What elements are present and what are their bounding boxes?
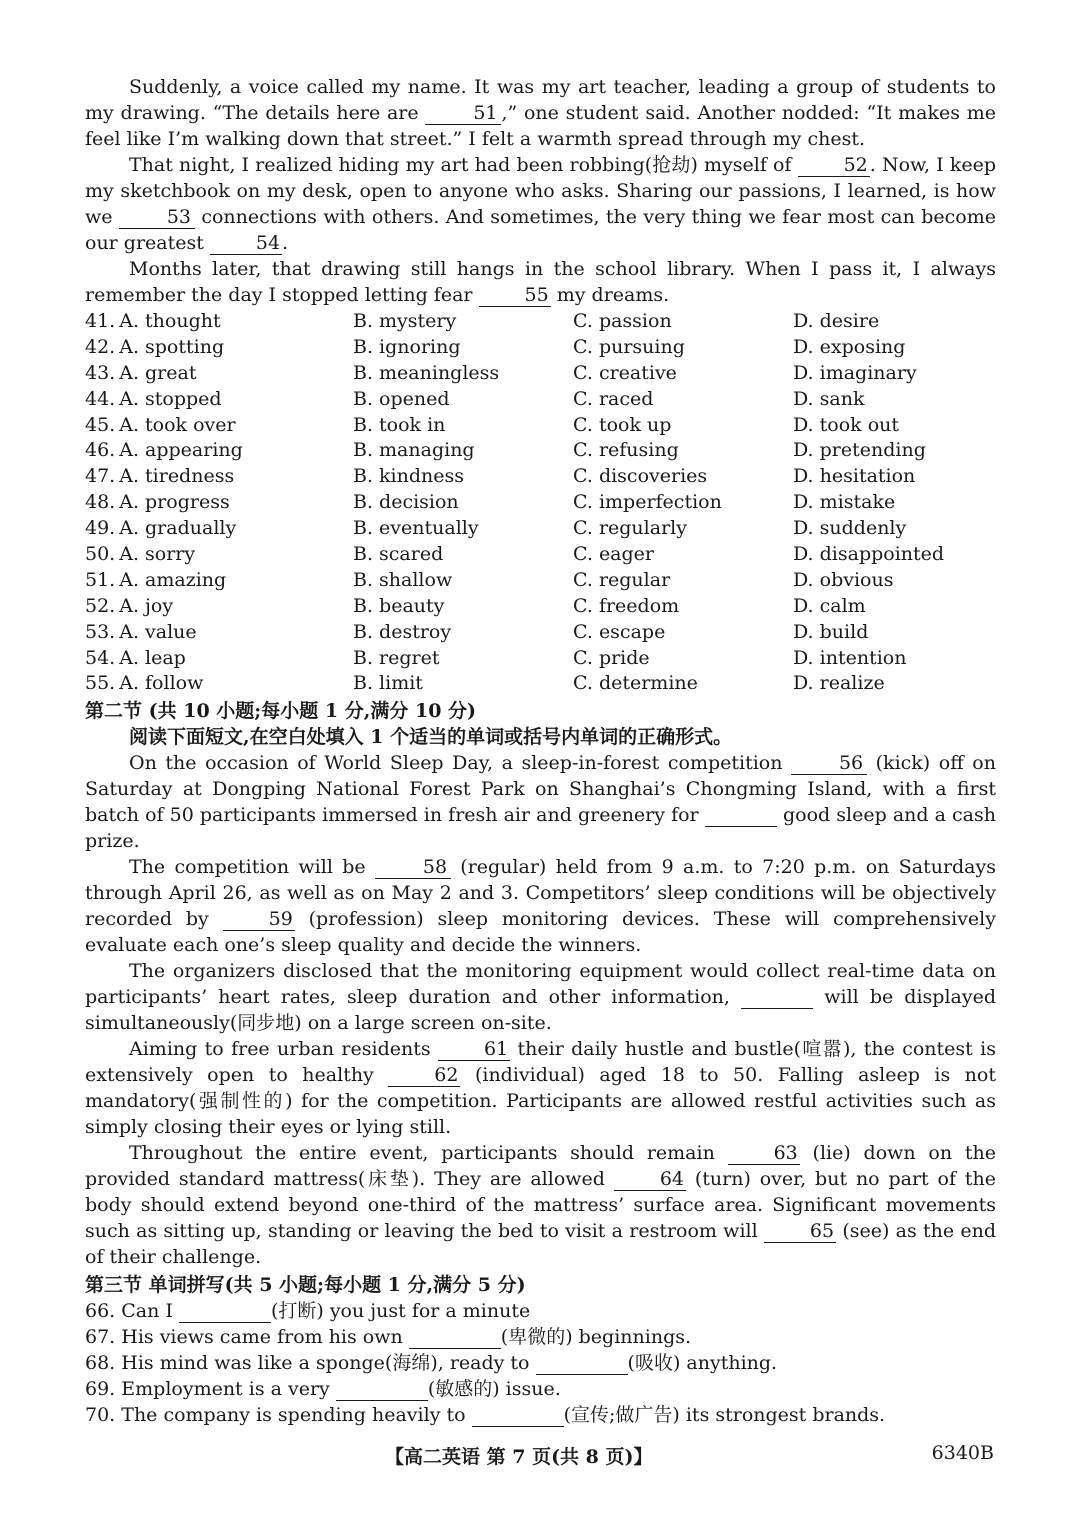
option-text: A. stopped <box>119 387 222 410</box>
question-number: 47. <box>85 465 116 488</box>
option-a[interactable] <box>85 308 353 334</box>
answer-blank[interactable]: 54 <box>210 232 282 255</box>
option-d[interactable] <box>793 645 996 671</box>
option-text: B. took in <box>353 413 446 436</box>
text: His mind was like a sponge(海绵), ready to <box>121 1352 536 1375</box>
option-d[interactable] <box>793 463 996 489</box>
option-c[interactable] <box>573 437 793 463</box>
option-text: D. build <box>793 620 869 643</box>
text: good sleep and a cash prize. <box>85 804 997 853</box>
grammar-paragraph-1 <box>85 750 996 854</box>
text: beginnings. <box>572 1326 692 1349</box>
option-row <box>85 360 996 386</box>
option-c[interactable] <box>573 463 793 489</box>
question-number: 67. <box>85 1326 116 1349</box>
option-b[interactable] <box>353 515 573 541</box>
option-row <box>85 515 996 541</box>
option-text: D. disappointed <box>793 543 945 566</box>
option-text: B. decision <box>353 491 459 514</box>
option-text: D. exposing <box>793 335 906 358</box>
option-b[interactable] <box>353 645 573 671</box>
option-a[interactable] <box>85 670 353 696</box>
option-text: C. discoveries <box>573 465 708 488</box>
chinese-hint: (宣传;做广告) <box>563 1404 680 1427</box>
spelling-item <box>85 1298 996 1324</box>
chinese-hint: (打断) <box>270 1300 324 1323</box>
option-text: B. kindness <box>353 465 465 488</box>
text: my dreams. <box>550 284 670 306</box>
question-number: 70. <box>85 1404 116 1427</box>
option-b[interactable] <box>353 308 573 334</box>
option-text: D. suddenly <box>793 517 907 540</box>
option-text: A. leap <box>119 646 186 669</box>
answer-blank[interactable] <box>472 1404 564 1427</box>
spelling-item <box>85 1376 996 1402</box>
question-number: 53. <box>85 620 116 643</box>
option-text: B. regret <box>353 646 440 669</box>
answer-blank[interactable]: 64 <box>614 1168 686 1191</box>
option-d[interactable] <box>793 567 996 593</box>
option-row <box>85 541 996 567</box>
option-d[interactable] <box>793 386 996 412</box>
question-number: 44. <box>85 387 116 410</box>
text: connections with others. And sometimes, the very thing we fear most can become our greatest <box>85 206 997 254</box>
option-a[interactable] <box>85 334 353 360</box>
answer-blank[interactable] <box>409 1326 501 1349</box>
option-text: A. follow <box>119 672 204 695</box>
option-text: C. regularly <box>573 517 687 540</box>
option-row <box>85 489 996 515</box>
question-number: 43. <box>85 361 116 384</box>
option-text: A. value <box>119 620 197 643</box>
passage-paragraph-1 <box>85 74 996 152</box>
option-c[interactable] <box>573 593 793 619</box>
answer-blank[interactable] <box>705 804 777 827</box>
option-a[interactable] <box>85 515 353 541</box>
text: On the occasion of World Sleep Day, a sleep-in-forest competition <box>129 752 792 775</box>
option-d[interactable] <box>793 334 996 360</box>
text: . Now, I keep my sketchbook on my desk, open to anyone who asks. Sharing our passions, I learned, is how we <box>85 154 996 228</box>
question-number: 66. <box>85 1300 116 1323</box>
option-text: C. took up <box>573 413 672 436</box>
option-text: B. scared <box>353 543 444 566</box>
option-text: D. calm <box>793 594 866 617</box>
option-b[interactable] <box>353 541 573 567</box>
option-text: C. refusing <box>573 439 679 462</box>
option-a[interactable] <box>85 463 353 489</box>
option-row <box>85 645 996 671</box>
option-text: D. realize <box>793 672 885 695</box>
option-c[interactable] <box>573 489 793 515</box>
option-b[interactable] <box>353 334 573 360</box>
passage-paragraph-3 <box>85 256 996 308</box>
option-text: B. destroy <box>353 620 452 643</box>
text: (profession) sleep monitoring devices. These will comprehensively evaluate each one’s sleep quality and decide the winners. <box>85 908 996 957</box>
text: anything. <box>680 1352 778 1375</box>
question-number: 52. <box>85 594 116 617</box>
answer-blank[interactable] <box>741 986 813 1009</box>
text: (lie) down on the provided standard mattress(床垫). They are allowed <box>85 1142 996 1191</box>
text: (kick) off on Saturday at Dongping National Forest Park on Shanghai’s Chongming Island, with a first batch of 50 participants immersed in fresh air and greenery for <box>85 752 996 827</box>
answer-blank[interactable] <box>179 1300 271 1323</box>
text: That night, I realized hiding my art had been robbing(抢劫) myself of <box>129 154 798 176</box>
section-2-instruction: 阅读下面短文,在空白处填入 1 个适当的单词或括号内单词的正确形式。 <box>129 726 733 749</box>
question-number: 41. <box>85 310 116 332</box>
grammar-paragraph-2 <box>85 854 996 958</box>
option-text: A. sorry <box>119 543 196 566</box>
answer-blank[interactable] <box>536 1352 628 1375</box>
option-a[interactable] <box>85 619 353 645</box>
text: The competition will be <box>129 856 375 879</box>
option-c[interactable] <box>573 567 793 593</box>
option-a[interactable] <box>85 360 353 386</box>
section-3-title: 第三节 单词拼写(共 5 小题;每小题 1 分,满分 5 分) <box>85 1274 526 1297</box>
answer-blank[interactable]: 62 <box>388 1064 460 1087</box>
option-d[interactable] <box>793 515 996 541</box>
option-text: D. obvious <box>793 568 894 591</box>
option-text: C. determine <box>573 672 698 695</box>
option-d[interactable] <box>793 541 996 567</box>
chinese-hint: (敏感的) <box>427 1378 500 1401</box>
option-d[interactable] <box>793 619 996 645</box>
option-text: A. joy <box>119 594 174 617</box>
text: their daily hustle and bustle(喧嚣), the contest is extensively open to healthy <box>85 1038 996 1087</box>
option-text: B. beauty <box>353 594 445 617</box>
option-row <box>85 670 996 696</box>
text: Aiming to free urban residents <box>129 1038 438 1061</box>
option-text: A. appearing <box>119 439 243 462</box>
question-number: 46. <box>85 439 116 462</box>
option-text: B. ignoring <box>353 335 461 358</box>
option-text: C. regular <box>573 568 671 591</box>
option-text: C. pride <box>573 646 650 669</box>
option-text: D. took out <box>793 413 900 436</box>
answer-blank[interactable]: 51 <box>425 102 501 125</box>
option-text: B. shallow <box>353 568 453 591</box>
question-number: 49. <box>85 517 116 540</box>
cloze-options <box>85 308 996 696</box>
answer-blank[interactable]: 63 <box>728 1142 800 1165</box>
text: . <box>282 232 289 254</box>
option-a[interactable] <box>85 437 353 463</box>
answer-blank[interactable]: 65 <box>764 1220 836 1243</box>
option-d[interactable] <box>793 308 996 334</box>
answer-blank[interactable]: 58 <box>375 856 451 879</box>
text: Can I <box>121 1300 179 1323</box>
option-text: B. opened <box>353 387 450 410</box>
option-text: A. progress <box>119 491 230 514</box>
text: issue. <box>499 1378 561 1401</box>
question-number: 45. <box>85 413 116 436</box>
option-a[interactable] <box>85 593 353 619</box>
option-b[interactable] <box>353 489 573 515</box>
option-text: C. passion <box>573 310 672 332</box>
option-row <box>85 334 996 360</box>
option-b[interactable] <box>353 670 573 696</box>
option-b[interactable] <box>353 463 573 489</box>
option-c[interactable] <box>573 360 793 386</box>
text: ,” one student said. Another nodded: “It makes me feel like I’m walking down that street.” I felt a warmth spread through my chest. <box>85 102 996 150</box>
option-text: A. tiredness <box>119 465 235 488</box>
option-text: C. escape <box>573 620 666 643</box>
text: The organizers disclosed that the monitoring equipment would collect real-time data on participants’ heart rates, sleep duration and other information, <box>85 960 996 1009</box>
option-d[interactable] <box>793 489 996 515</box>
option-c[interactable] <box>573 619 793 645</box>
option-text: D. desire <box>793 310 880 332</box>
text: will be displayed simultaneously(同步地) on a large screen on-site. <box>85 986 996 1035</box>
question-number: 69. <box>85 1378 116 1401</box>
answer-blank[interactable]: 59 <box>223 908 295 931</box>
option-text: C. eager <box>573 543 655 566</box>
page-content <box>85 74 996 1428</box>
option-text: B. mystery <box>353 310 457 332</box>
text: Suddenly, a voice called my name. It was my art teacher, leading a group of students to my drawing. “The details here are <box>85 76 996 124</box>
option-row <box>85 593 996 619</box>
section-2-title: 第二节 (共 10 小题;每小题 1 分,满分 10 分) <box>85 700 477 723</box>
option-c[interactable] <box>573 541 793 567</box>
grammar-paragraph-5 <box>85 1140 996 1270</box>
option-b[interactable] <box>353 619 573 645</box>
option-text: A. thought <box>119 310 221 332</box>
option-text: A. amazing <box>119 568 227 591</box>
grammar-paragraph-3 <box>85 958 996 1036</box>
option-text: C. pursuing <box>573 335 685 358</box>
option-c[interactable] <box>573 515 793 541</box>
passage-paragraph-2 <box>85 152 996 256</box>
text: its strongest brands. <box>679 1404 886 1427</box>
option-c[interactable] <box>573 412 793 438</box>
option-row <box>85 567 996 593</box>
grammar-paragraph-4 <box>85 1036 996 1140</box>
spelling-item <box>85 1402 996 1428</box>
option-text: A. spotting <box>119 335 225 358</box>
option-row <box>85 386 996 412</box>
option-row <box>85 463 996 489</box>
answer-blank[interactable]: 61 <box>438 1038 510 1061</box>
option-b[interactable] <box>353 593 573 619</box>
text: (individual) aged 18 to 50. Falling asleep is not mandatory(强制性的) for the competition. Participants are allowed restful activities such as simply closing their eyes or lying still. <box>85 1064 996 1139</box>
answer-blank[interactable] <box>336 1378 428 1401</box>
option-row <box>85 412 996 438</box>
text: His views came from his own <box>121 1326 409 1349</box>
option-c[interactable] <box>573 670 793 696</box>
option-d[interactable] <box>793 593 996 619</box>
option-text: B. meaningless <box>353 361 500 384</box>
chinese-hint: (卑微的) <box>500 1326 573 1349</box>
text: (regular) held from 9 a.m. to 7:20 p.m. on Saturdays through April 26, as well as on May 2 and 3. Competitors’ sleep conditions will be objectively recorded by <box>85 856 996 931</box>
option-a[interactable] <box>85 489 353 515</box>
spelling-list <box>85 1298 996 1428</box>
option-text: D. hesitation <box>793 465 916 488</box>
question-number: 51. <box>85 568 116 591</box>
page-number-label: 【高二英语 第 7 页(共 8 页)】 <box>385 1446 653 1468</box>
answer-blank[interactable]: 55 <box>479 284 551 307</box>
option-d[interactable] <box>793 360 996 386</box>
option-text: D. mistake <box>793 491 896 514</box>
text: you just for a minute <box>323 1300 531 1323</box>
option-c[interactable] <box>573 386 793 412</box>
option-text: A. great <box>119 361 197 384</box>
question-number: 50. <box>85 543 116 566</box>
page-footer <box>0 1442 1080 1470</box>
option-text: C. imperfection <box>573 491 722 514</box>
option-b[interactable] <box>353 360 573 386</box>
option-c[interactable] <box>573 645 793 671</box>
option-text: D. pretending <box>793 439 926 462</box>
exam-code: 6340B <box>931 1442 994 1464</box>
option-a[interactable] <box>85 541 353 567</box>
option-text: B. limit <box>353 672 423 695</box>
text: Employment is a very <box>121 1378 336 1401</box>
option-c[interactable] <box>573 334 793 360</box>
text: (turn) over, but no part of the body should extend beyond one-third of the mattress’ surface area. Significant movements such as sitting up, standing or leaving the bed to visit a restroom will <box>85 1168 996 1243</box>
option-b[interactable] <box>353 386 573 412</box>
question-number: 54. <box>85 646 116 669</box>
option-text: C. freedom <box>573 594 680 617</box>
answer-blank[interactable]: 52 <box>798 154 870 177</box>
text: Months later, that drawing still hangs in the school library. When I pass it, I always remember the day I stopped letting fear <box>85 258 996 306</box>
option-row <box>85 619 996 645</box>
option-text: A. gradually <box>119 517 237 540</box>
text: (see) as the end of their challenge. <box>85 1220 996 1269</box>
option-a[interactable] <box>85 386 353 412</box>
option-text: C. creative <box>573 361 677 384</box>
option-text: C. raced <box>573 387 654 410</box>
question-number: 68. <box>85 1352 116 1375</box>
option-text: A. took over <box>119 413 236 436</box>
chinese-hint: (吸收) <box>627 1352 681 1375</box>
option-a[interactable] <box>85 645 353 671</box>
option-d[interactable] <box>793 412 996 438</box>
option-a[interactable] <box>85 412 353 438</box>
option-text: D. intention <box>793 646 907 669</box>
question-number: 48. <box>85 491 116 514</box>
option-text: B. managing <box>353 439 475 462</box>
option-a[interactable] <box>85 567 353 593</box>
spelling-item <box>85 1324 996 1350</box>
question-number: 55. <box>85 672 116 695</box>
option-text: B. eventually <box>353 517 479 540</box>
option-d[interactable] <box>793 670 996 696</box>
option-text: D. sank <box>793 387 865 410</box>
answer-blank[interactable]: 53 <box>119 206 195 229</box>
text: The company is spending heavily to <box>121 1404 472 1427</box>
answer-blank[interactable]: 56 <box>791 752 867 775</box>
option-text: D. imaginary <box>793 361 917 384</box>
option-row <box>85 437 996 463</box>
option-b[interactable] <box>353 567 573 593</box>
option-d[interactable] <box>793 437 996 463</box>
option-b[interactable] <box>353 437 573 463</box>
spelling-item <box>85 1350 996 1376</box>
question-number: 42. <box>85 335 116 358</box>
text: Throughout the entire event, participants should remain <box>129 1142 728 1165</box>
option-row <box>85 308 996 334</box>
option-c[interactable] <box>573 308 793 334</box>
option-b[interactable] <box>353 412 573 438</box>
